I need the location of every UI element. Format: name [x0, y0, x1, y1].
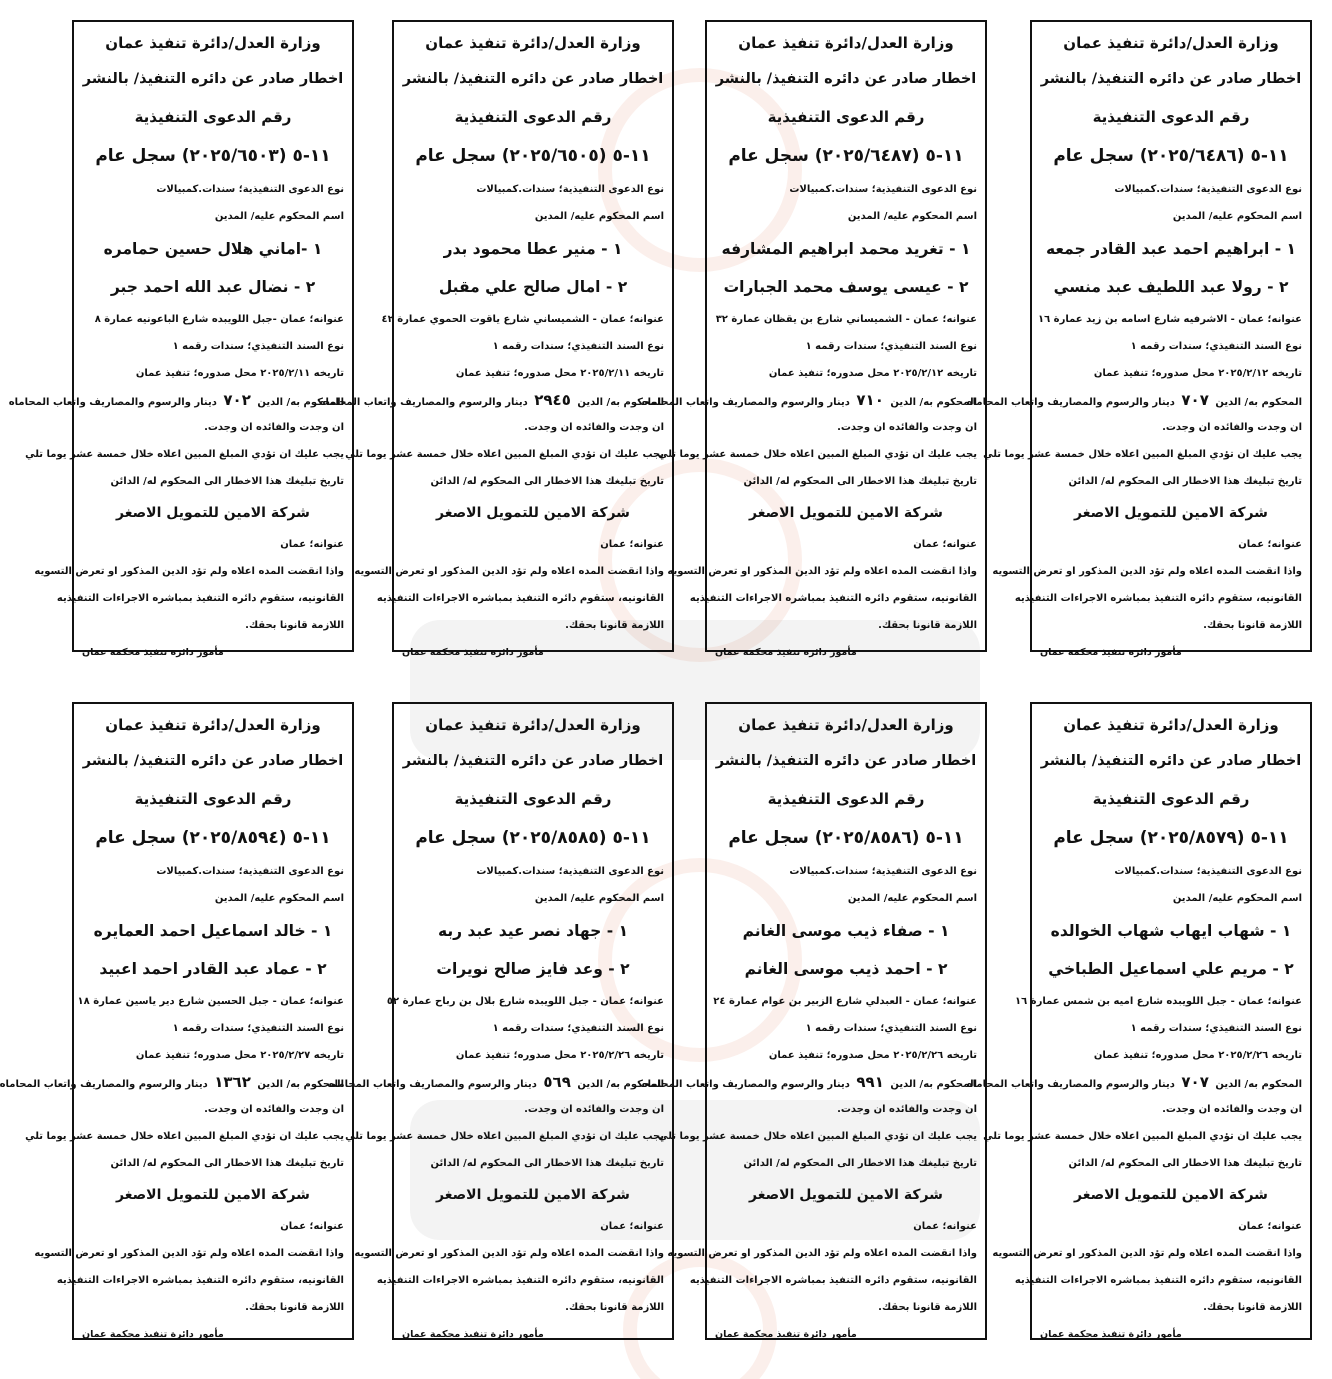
ministry-heading: وزارة العدل/دائرة تنفيذ عمان	[738, 34, 954, 52]
case-type: نوع الدعوى التنفيذية؛ سندات.كمبيالات	[156, 866, 344, 877]
creditor-name: شركة الامين للتمويل الاصغر	[116, 1187, 310, 1203]
notice-title: اخطار صادر عن دائره التنفيذ/ بالنشر	[715, 71, 977, 87]
debtor-1: ١ - منير عطا محمود بدر	[443, 240, 623, 258]
case-number: ١١-٥ (٢٠٢٥/٨٥٨٥) سجل عام	[415, 828, 651, 848]
warning-1: واذا انقضت المده اعلاه ولم تؤد الدين المذكور او تعرض التسويه	[354, 1248, 664, 1259]
officer-signature: مأمور دائرة تنفيذ محكمة عمان	[1040, 1329, 1182, 1340]
creditor-address: عنوانه؛ عمان	[913, 539, 977, 550]
case-number: ١١-٥ (٢٠٢٥/٦٥٠٥) سجل عام	[415, 146, 651, 166]
debt-prefix: المحكوم به/ الدين	[257, 1079, 344, 1090]
debt-line	[328, 1069, 664, 1096]
warning-2: القانونيه، ستقوم دائره التنفيذ بمباشره الاجراءات التنفيذيه	[376, 593, 664, 604]
warning-3: اللازمة قانونا بحقك.	[565, 1302, 664, 1313]
notice-card-1	[966, 20, 1312, 658]
debtor-label: اسم المحكوم عليه/ المدين	[847, 893, 977, 904]
notice-card-7	[328, 702, 674, 1340]
debtor-address: عنوانه؛ عمان - جبل اللويبده شارع اميه بن شمس عمارة ١٦	[1014, 996, 1302, 1007]
debtor-label: اسم المحكوم عليه/ المدين	[1172, 893, 1302, 904]
notice-title: اخطار صادر عن دائره التنفيذ/ بالنشر	[1040, 753, 1302, 769]
creditor-name: شركة الامين للتمويل الاصغر	[436, 505, 630, 521]
debt-prefix: المحكوم به/ الدين	[890, 1079, 977, 1090]
case-type: نوع الدعوى التنفيذية؛ سندات.كمبيالات	[476, 184, 664, 195]
creditor-name: شركة الامين للتمويل الاصغر	[1074, 1187, 1268, 1203]
notice-title: اخطار صادر عن دائره التنفيذ/ بالنشر	[402, 753, 664, 769]
deed-type: نوع السند التنفيذي؛ سندات رقمه ١	[172, 341, 344, 352]
debtor-2: ٢ - احمد ذيب موسى الغانم	[744, 960, 948, 978]
debt-prefix: المحكوم به/ الدين	[577, 397, 664, 408]
notice-card-8	[0, 702, 354, 1340]
debt-line	[966, 1069, 1302, 1096]
ministry-heading: وزارة العدل/دائرة تنفيذ عمان	[738, 716, 954, 734]
debtor-address: عنوانه؛ عمان - جبل الحسين شارع دير ياسين عمارة ١٨	[77, 996, 344, 1007]
debtor-2: ٢ - عماد عبد القادر احمد اعبيد	[99, 960, 327, 978]
case-type: نوع الدعوى التنفيذية؛ سندات.كمبيالات	[156, 184, 344, 195]
creditor-name: شركة الامين للتمويل الاصغر	[116, 505, 310, 521]
deed-type: نوع السند التنفيذي؛ سندات رقمه ١	[1130, 341, 1302, 352]
officer-signature: مأمور دائرة تنفيذ محكمة عمان	[715, 1329, 857, 1340]
notice-title: اخطار صادر عن دائره التنفيذ/ بالنشر	[402, 71, 664, 87]
warning-3: اللازمة قانونا بحقك.	[565, 620, 664, 631]
deed-date: تاريخه ٢٠٢٥/٢/١١ محل صدوره؛ تنفيذ عمان	[135, 368, 344, 379]
warning-3: اللازمة قانونا بحقك.	[878, 1302, 977, 1313]
warning-1: واذا انقضت المده اعلاه ولم تؤد الدين المذكور او تعرض التسويه	[354, 566, 664, 577]
debtor-2: ٢ - نضال عبد الله احمد جبر	[110, 278, 316, 296]
notice-card-4	[8, 20, 354, 658]
case-type: نوع الدعوى التنفيذية؛ سندات.كمبيالات	[476, 866, 664, 877]
debt-line	[641, 387, 977, 414]
debt-line	[8, 387, 344, 414]
ministry-heading: وزارة العدل/دائرة تنفيذ عمان	[1063, 716, 1279, 734]
deed-type: نوع السند التنفيذي؛ سندات رقمه ١	[1130, 1023, 1302, 1034]
warning-1: واذا انقضت المده اعلاه ولم تؤد الدين المذكور او تعرض التسويه	[34, 566, 344, 577]
warning-1: واذا انقضت المده اعلاه ولم تؤد الدين المذكور او تعرض التسويه	[667, 1248, 977, 1259]
warning-2: القانونيه، ستقوم دائره التنفيذ بمباشره الاجراءات التنفيذيه	[689, 593, 977, 604]
warning-2: القانونيه، ستقوم دائره التنفيذ بمباشره الاجراءات التنفيذيه	[376, 1275, 664, 1286]
creditor-address: عنوانه؛ عمان	[280, 1221, 344, 1232]
payment-instruction-2: تاريخ تبليغك هذا الاخطار الى المحكوم له/ الدائن	[743, 476, 977, 487]
warning-3: اللازمة قانونا بحقك.	[1203, 1302, 1302, 1313]
notice-card-3	[319, 20, 674, 658]
debt-prefix: المحكوم به/ الدين	[577, 1079, 664, 1090]
deed-type: نوع السند التنفيذي؛ سندات رقمه ١	[492, 341, 664, 352]
deed-date: تاريخه ٢٠٢٥/٢/٢٦ محل صدوره؛ تنفيذ عمان	[1093, 1050, 1302, 1061]
deed-type: نوع السند التنفيذي؛ سندات رقمه ١	[172, 1023, 344, 1034]
officer-signature: مأمور دائرة تنفيذ محكمة عمان	[715, 647, 857, 658]
debt-amount: ١٣٦٢	[214, 1073, 251, 1091]
deed-date: تاريخه ٢٠٢٥/٢/٢٦ محل صدوره؛ تنفيذ عمان	[768, 1050, 977, 1061]
debtor-address: عنوانه؛ عمان - الشميساني شارع ياقوت الحموي عمارة ٤٢	[381, 314, 664, 325]
debt-amount: ٥٦٩	[543, 1073, 571, 1091]
debt-continuation: ان وجدت والفائده ان وجدت.	[1162, 1104, 1302, 1115]
debt-suffix: دينار والرسوم والمصاريف واتعاب المحاماه	[966, 1079, 1175, 1090]
deed-date: تاريخه ٢٠٢٥/٢/١١ محل صدوره؛ تنفيذ عمان	[455, 368, 664, 379]
warning-1: واذا انقضت المده اعلاه ولم تؤد الدين المذكور او تعرض التسويه	[992, 566, 1302, 577]
deed-type: نوع السند التنفيذي؛ سندات رقمه ١	[805, 341, 977, 352]
debt-prefix: المحكوم به/ الدين	[257, 397, 344, 408]
case-number: ١١-٥ (٢٠٢٥/٦٤٨٧) سجل عام	[728, 146, 964, 166]
creditor-address: عنوانه؛ عمان	[280, 539, 344, 550]
creditor-address: عنوانه؛ عمان	[600, 1221, 664, 1232]
payment-instruction-2: تاريخ تبليغك هذا الاخطار الى المحكوم له/ الدائن	[110, 1158, 344, 1169]
payment-instruction-2: تاريخ تبليغك هذا الاخطار الى المحكوم له/ الدائن	[430, 476, 664, 487]
debt-line	[966, 387, 1302, 414]
case-type: نوع الدعوى التنفيذية؛ سندات.كمبيالات	[1114, 184, 1302, 195]
case-type: نوع الدعوى التنفيذية؛ سندات.كمبيالات	[789, 184, 977, 195]
notice-title: اخطار صادر عن دائره التنفيذ/ بالنشر	[715, 753, 977, 769]
warning-1: واذا انقضت المده اعلاه ولم تؤد الدين المذكور او تعرض التسويه	[34, 1248, 344, 1259]
warning-3: اللازمة قانونا بحقك.	[245, 1302, 344, 1313]
case-label: رقم الدعوى التنفيذية	[454, 108, 612, 126]
debtor-1: ١ - جهاد نصر عيد عبد ربه	[437, 922, 629, 940]
debt-amount: ٩٩١	[856, 1073, 884, 1091]
debtor-label: اسم المحكوم عليه/ المدين	[214, 211, 344, 222]
notice-card-5	[966, 702, 1312, 1340]
debtor-1: ١ - ابراهيم احمد عبد القادر جمعه	[1046, 240, 1296, 258]
creditor-address: عنوانه؛ عمان	[600, 539, 664, 550]
debtor-1: ١ -اماني هلال حسين حمامره	[103, 240, 323, 258]
debt-amount: ٧١٠	[856, 391, 884, 409]
case-number: ١١-٥ (٢٠٢٥/٨٥٨٦) سجل عام	[728, 828, 964, 848]
payment-instruction-2: تاريخ تبليغك هذا الاخطار الى المحكوم له/ الدائن	[1068, 1158, 1302, 1169]
debt-line	[319, 387, 664, 414]
case-label: رقم الدعوى التنفيذية	[454, 790, 612, 808]
creditor-name: شركة الامين للتمويل الاصغر	[749, 1187, 943, 1203]
payment-instruction-1: يجب عليك ان تؤدي المبلغ المبين اعلاه خلال خمسة عشر يوما تلي	[25, 1131, 344, 1142]
case-type: نوع الدعوى التنفيذية؛ سندات.كمبيالات	[789, 866, 977, 877]
payment-instruction-2: تاريخ تبليغك هذا الاخطار الى المحكوم له/ الدائن	[430, 1158, 664, 1169]
ministry-heading: وزارة العدل/دائرة تنفيذ عمان	[425, 716, 641, 734]
payment-instruction-1: يجب عليك ان تؤدي المبلغ المبين اعلاه خلال خمسة عشر يوما تلي	[983, 1131, 1302, 1142]
deed-date: تاريخه ٢٠٢٥/٢/١٢ محل صدوره؛ تنفيذ عمان	[768, 368, 977, 379]
debt-continuation: ان وجدت والفائده ان وجدت.	[524, 1104, 664, 1115]
case-number: ١١-٥ (٢٠٢٥/٦٥٠٣) سجل عام	[95, 146, 331, 166]
officer-signature: مأمور دائرة تنفيذ محكمة عمان	[82, 1329, 224, 1340]
warning-2: القانونيه، ستقوم دائره التنفيذ بمباشره الاجراءات التنفيذيه	[56, 593, 344, 604]
debtor-1: ١ - خالد اسماعيل احمد العمايره	[93, 922, 333, 940]
debtor-label: اسم المحكوم عليه/ المدين	[847, 211, 977, 222]
debt-suffix: دينار والرسوم والمصاريف واتعاب المحاماه	[641, 1079, 850, 1090]
creditor-name: شركة الامين للتمويل الاصغر	[436, 1187, 630, 1203]
debt-prefix: المحكوم به/ الدين	[1215, 1079, 1302, 1090]
case-number: ١١-٥ (٢٠٢٥/٦٤٨٦) سجل عام	[1053, 146, 1289, 166]
notice-title: اخطار صادر عن دائره التنفيذ/ بالنشر	[82, 71, 344, 87]
case-label: رقم الدعوى التنفيذية	[134, 790, 292, 808]
debt-continuation: ان وجدت والفائده ان وجدت.	[204, 422, 344, 433]
debt-amount: ٧٠٧	[1181, 1073, 1209, 1091]
debt-suffix: دينار والرسوم والمصاريف واتعاب المحاماه	[966, 397, 1175, 408]
case-label: رقم الدعوى التنفيذية	[134, 108, 292, 126]
debtor-address: عنوانه؛ عمان - جبل اللويبده شارع بلال بن رباح عمارة ٥٢	[386, 996, 664, 1007]
debtor-1: ١ - تغريد محمد ابراهيم المشارفه	[721, 240, 971, 258]
payment-instruction-2: تاريخ تبليغك هذا الاخطار الى المحكوم له/ الدائن	[1068, 476, 1302, 487]
payment-instruction-1: يجب عليك ان تؤدي المبلغ المبين اعلاه خلال خمسة عشر يوما تلي	[983, 449, 1302, 460]
case-number: ١١-٥ (٢٠٢٥/٨٥٩٤) سجل عام	[95, 828, 331, 848]
debt-prefix: المحكوم به/ الدين	[1215, 397, 1302, 408]
case-label: رقم الدعوى التنفيذية	[767, 108, 925, 126]
debtor-2: ٢ - رولا عبد اللطيف عبد منسي	[1053, 278, 1289, 296]
debt-suffix: دينار والرسوم والمصاريف واتعاب المحاماه	[8, 397, 217, 408]
debt-prefix: المحكوم به/ الدين	[890, 397, 977, 408]
deed-date: تاريخه ٢٠٢٥/٢/٢٧ محل صدوره؛ تنفيذ عمان	[135, 1050, 344, 1061]
debt-continuation: ان وجدت والفائده ان وجدت.	[524, 422, 664, 433]
officer-signature: مأمور دائرة تنفيذ محكمة عمان	[402, 647, 544, 658]
officer-signature: مأمور دائرة تنفيذ محكمة عمان	[82, 647, 224, 658]
creditor-address: عنوانه؛ عمان	[1238, 539, 1302, 550]
debtor-2: ٢ - عيسى يوسف محمد الجبارات	[723, 278, 969, 296]
warning-1: واذا انقضت المده اعلاه ولم تؤد الدين المذكور او تعرض التسويه	[992, 1248, 1302, 1259]
debtor-label: اسم المحكوم عليه/ المدين	[534, 211, 664, 222]
debtor-2: ٢ - وعد فايز صالح نويرات	[436, 960, 630, 978]
officer-signature: مأمور دائرة تنفيذ محكمة عمان	[1040, 647, 1182, 658]
creditor-address: عنوانه؛ عمان	[913, 1221, 977, 1232]
warning-3: اللازمة قانونا بحقك.	[245, 620, 344, 631]
notice-card-2	[641, 20, 987, 658]
officer-signature: مأمور دائرة تنفيذ محكمة عمان	[402, 1329, 544, 1340]
debt-line	[641, 1069, 977, 1096]
debtor-2: ٢ - امال صالح علي مقبل	[438, 278, 628, 296]
debtor-address: عنوانه؛ عمان - العبدلي شارع الزبير بن عوام عمارة ٢٤	[713, 996, 977, 1007]
debtor-2: ٢ - مريم علي اسماعيل الطباخي	[1048, 960, 1294, 978]
case-label: رقم الدعوى التنفيذية	[767, 790, 925, 808]
warning-2: القانونيه، ستقوم دائره التنفيذ بمباشره الاجراءات التنفيذيه	[56, 1275, 344, 1286]
debt-suffix: دينار والرسوم والمصاريف واتعاب المحاماه	[0, 1079, 208, 1090]
debtor-1: ١ - شهاب ايهاب شهاب الخوالده	[1050, 922, 1292, 940]
payment-instruction-1: يجب عليك ان تؤدي المبلغ المبين اعلاه خلال خمسة عشر يوما تلي	[25, 449, 344, 460]
payment-instruction-1: يجب عليك ان تؤدي المبلغ المبين اعلاه خلال خمسة عشر يوما تلي	[658, 449, 977, 460]
warning-3: اللازمة قانونا بحقك.	[1203, 620, 1302, 631]
debtor-1: ١ - صفاء ذيب موسى الغانم	[742, 922, 950, 940]
deed-type: نوع السند التنفيذي؛ سندات رقمه ١	[492, 1023, 664, 1034]
case-label: رقم الدعوى التنفيذية	[1092, 790, 1250, 808]
warning-2: القانونيه، ستقوم دائره التنفيذ بمباشره الاجراءات التنفيذيه	[1014, 1275, 1302, 1286]
debtor-label: اسم المحكوم عليه/ المدين	[214, 893, 344, 904]
debt-amount: ٧٠٧	[1181, 391, 1209, 409]
payment-instruction-1: يجب عليك ان تؤدي المبلغ المبين اعلاه خلال خمسة عشر يوما تلي	[658, 1131, 977, 1142]
debtor-address: عنوانه؛ عمان - الاشرفيه شارع اسامه بن زيد عمارة ١٦	[1037, 314, 1302, 325]
notice-title: اخطار صادر عن دائره التنفيذ/ بالنشر	[82, 753, 344, 769]
debtor-address: عنوانه؛ عمان -جبل اللويبده شارع الباعونيه عمارة ٨	[94, 314, 344, 325]
debt-continuation: ان وجدت والفائده ان وجدت.	[837, 422, 977, 433]
payment-instruction-2: تاريخ تبليغك هذا الاخطار الى المحكوم له/ الدائن	[743, 1158, 977, 1169]
ministry-heading: وزارة العدل/دائرة تنفيذ عمان	[105, 716, 321, 734]
debt-continuation: ان وجدت والفائده ان وجدت.	[837, 1104, 977, 1115]
debtor-label: اسم المحكوم عليه/ المدين	[1172, 211, 1302, 222]
debt-amount: ٢٩٤٥	[534, 391, 571, 409]
creditor-address: عنوانه؛ عمان	[1238, 1221, 1302, 1232]
warning-2: القانونيه، ستقوم دائره التنفيذ بمباشره الاجراءات التنفيذيه	[1014, 593, 1302, 604]
debt-suffix: دينار والرسوم والمصاريف واتعاب المحاماه	[328, 1079, 537, 1090]
warning-2: القانونيه، ستقوم دائره التنفيذ بمباشره الاجراءات التنفيذيه	[689, 1275, 977, 1286]
deed-date: تاريخه ٢٠٢٥/٢/٢٦ محل صدوره؛ تنفيذ عمان	[455, 1050, 664, 1061]
creditor-name: شركة الامين للتمويل الاصغر	[749, 505, 943, 521]
deed-type: نوع السند التنفيذي؛ سندات رقمه ١	[805, 1023, 977, 1034]
debt-continuation: ان وجدت والفائده ان وجدت.	[1162, 422, 1302, 433]
debt-continuation: ان وجدت والفائده ان وجدت.	[204, 1104, 344, 1115]
warning-1: واذا انقضت المده اعلاه ولم تؤد الدين المذكور او تعرض التسويه	[667, 566, 977, 577]
ministry-heading: وزارة العدل/دائرة تنفيذ عمان	[425, 34, 641, 52]
payment-instruction-1: يجب عليك ان تؤدي المبلغ المبين اعلاه خلال خمسة عشر يوما تلي	[345, 449, 664, 460]
case-number: ١١-٥ (٢٠٢٥/٨٥٧٩) سجل عام	[1053, 828, 1289, 848]
debt-suffix: دينار والرسوم والمصاريف واتعاب المحاماه	[641, 397, 850, 408]
debt-amount: ٧٠٢	[223, 391, 251, 409]
deed-date: تاريخه ٢٠٢٥/٢/١٢ محل صدوره؛ تنفيذ عمان	[1093, 368, 1302, 379]
debt-suffix: دينار والرسوم والمصاريف واتعاب المحاماه	[319, 397, 528, 408]
debt-line	[0, 1069, 344, 1096]
notice-card-6	[641, 702, 987, 1340]
payment-instruction-1: يجب عليك ان تؤدي المبلغ المبين اعلاه خلال خمسة عشر يوما تلي	[345, 1131, 664, 1142]
ministry-heading: وزارة العدل/دائرة تنفيذ عمان	[1063, 34, 1279, 52]
payment-instruction-2: تاريخ تبليغك هذا الاخطار الى المحكوم له/ الدائن	[110, 476, 344, 487]
warning-3: اللازمة قانونا بحقك.	[878, 620, 977, 631]
debtor-label: اسم المحكوم عليه/ المدين	[534, 893, 664, 904]
ministry-heading: وزارة العدل/دائرة تنفيذ عمان	[105, 34, 321, 52]
case-type: نوع الدعوى التنفيذية؛ سندات.كمبيالات	[1114, 866, 1302, 877]
creditor-name: شركة الامين للتمويل الاصغر	[1074, 505, 1268, 521]
notice-title: اخطار صادر عن دائره التنفيذ/ بالنشر	[1040, 71, 1302, 87]
debtor-address: عنوانه؛ عمان - الشميساني شارع بن يقظان عمارة ٣٢	[715, 314, 977, 325]
case-label: رقم الدعوى التنفيذية	[1092, 108, 1250, 126]
